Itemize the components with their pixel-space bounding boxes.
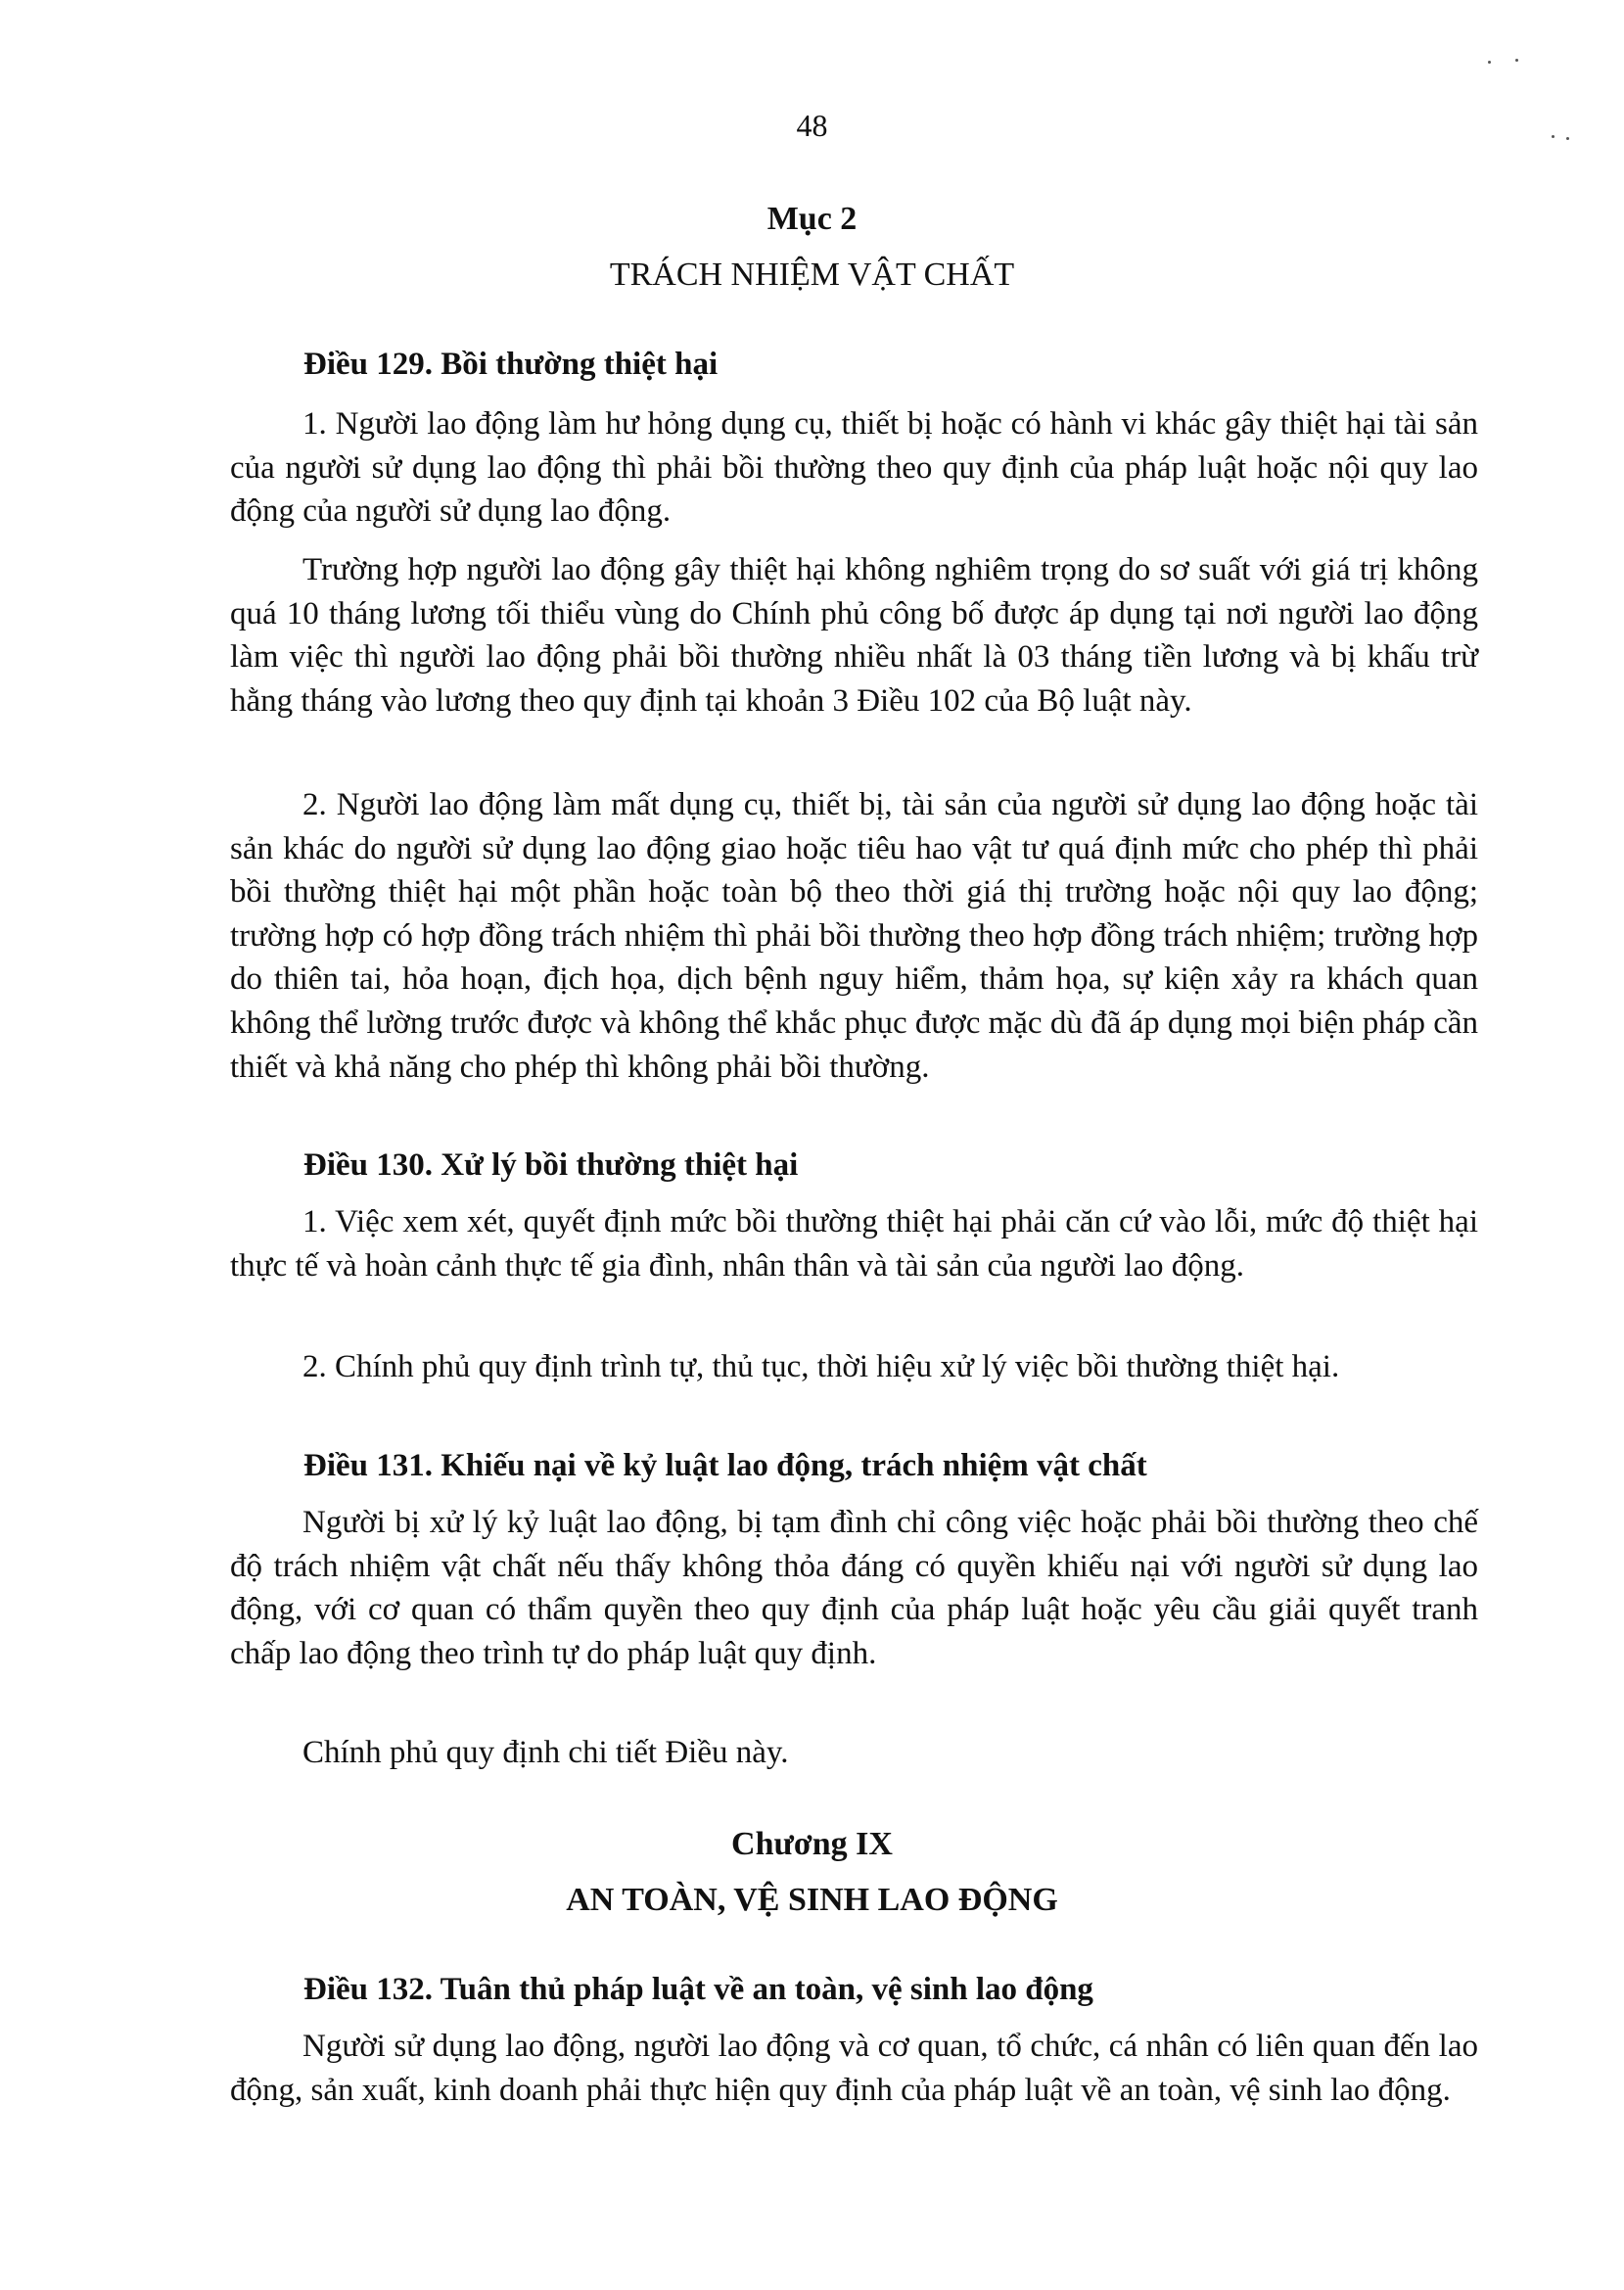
article-130-paragraph-2: 2. Chính phủ quy định trình tự, thủ tục, thời hiệu xử lý việc bồi thường thiệt hại. <box>302 1349 1340 1384</box>
article-132-heading: Điều 132. Tuân thủ pháp luật về an toàn, vệ sinh lao động <box>303 1972 1093 2007</box>
page-number: 48 <box>796 108 828 143</box>
article-132-paragraph-1: Người sử dụng lao động, người lao động và cơ quan, tổ chức, cá nhân có liên quan đến lao động, sản xuất, kinh doanh phải thực hiện quy định của pháp luật về an toàn, vệ sinh lao động. <box>230 2029 1478 2108</box>
chapter-label: Chương IX <box>731 1826 893 1862</box>
scan-speck <box>1488 61 1491 64</box>
article-129-paragraph-3: 2. Người lao động làm mất dụng cụ, thiết bị, tài sản của người sử dụng lao động hoặc tài sản khác do người sử dụng lao động giao hoặc tiêu hao vật tư quá định mức cho phép thì phải bồi thường thiệt hại một phần hoặc toàn bộ theo thời giá thị trường hoặc nội quy lao động; trường hợp có hợp đồng trách nhiệm thì phải bồi thường theo hợp đồng trách nhiệm; trường hợp do thiên tai, hỏa hoạn, địch họa, dịch bệnh nguy hiểm, thảm họa, sự kiện xảy ra khách quan không thể lường trước được và không thể khắc phục được mặc dù đã áp dụng mọi biện pháp cần thiết và khả năng cho phép thì không phải bồi thường. <box>230 787 1478 1085</box>
article-130-paragraph-1: 1. Việc xem xét, quyết định mức bồi thường thiệt hại phải căn cứ vào lỗi, mức độ thiệt hại thực tế và hoàn cảnh thực tế gia đình, nhân thân và tài sản của người lao động. <box>230 1204 1478 1284</box>
article-129-paragraph-1: 1. Người lao động làm hư hỏng dụng cụ, thiết bị hoặc có hành vi khác gây thiệt hại tài sản của người sử dụng lao động thì phải bồi thường theo quy định của pháp luật hoặc nội quy lao động của người sử dụng lao động. <box>230 406 1478 530</box>
article-131-heading: Điều 131. Khiếu nại về kỷ luật lao động, trách nhiệm vật chất <box>303 1448 1147 1483</box>
section-title: TRÁCH NHIỆM VẬT CHẤT <box>609 257 1015 293</box>
article-129-paragraph-2: Trường hợp người lao động gây thiệt hại không nghiêm trọng do sơ suất với giá trị không quá 10 tháng lương tối thiểu vùng do Chính phủ công bố được áp dụng tại nơi người lao động làm việc thì người lao động phải bồi thường nhiều nhất là 03 tháng tiền lương và bị khấu trừ hằng tháng vào lương theo quy định tại khoản 3 Điều 102 của Bộ luật này. <box>230 552 1478 719</box>
scan-speck <box>1515 59 1518 62</box>
section-label: Mục 2 <box>766 201 858 237</box>
chapter-title: AN TOÀN, VỆ SINH LAO ĐỘNG <box>566 1882 1058 1918</box>
article-130-heading: Điều 130. Xử lý bồi thường thiệt hại <box>303 1147 799 1183</box>
article-131-paragraph-1: Người bị xử lý kỷ luật lao động, bị tạm đình chỉ công việc hoặc phải bồi thường theo chế độ trách nhiệm vật chất nếu thấy không thỏa đáng có quyền khiếu nại với người sử dụng lao động, với cơ quan có thẩm quyền theo quy định của pháp luật hoặc yêu cầu giải quyết tranh chấp lao động theo trình tự do pháp luật quy định. <box>230 1505 1478 1671</box>
article-131-paragraph-2: Chính phủ quy định chi tiết Điều này. <box>302 1735 789 1770</box>
article-129-heading: Điều 129. Bồi thường thiệt hại <box>303 347 719 382</box>
